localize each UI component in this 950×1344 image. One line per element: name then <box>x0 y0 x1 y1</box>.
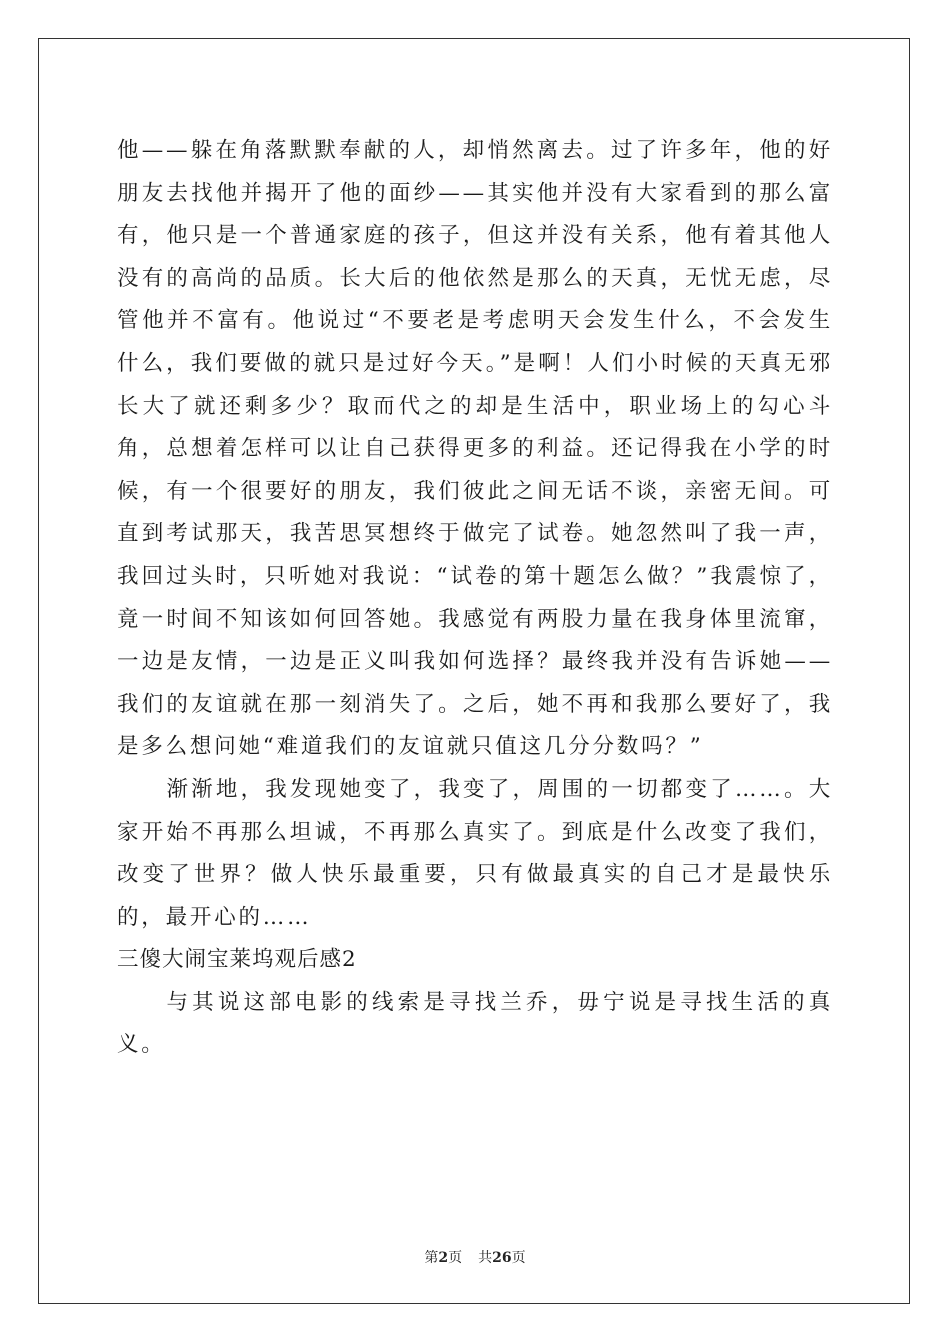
body-paragraph-1: 他——躲在角落默默奉献的人，却悄然离去。过了许多年，他的好朋友去找他并揭开了他的面纱——其实他并没有大家看到的那么富有，他只是一个普通家庭的孩子，但这并没有关系，他有着其他人没有的高尚的品质。长大后的他依然是那么的天真，无忧无虑，尽管他并不富有。他说过“不要老是考虑明天会发生什么，不会发生什么，我们要做的就只是过好今天。”是啊！人们小时候的天真无邪长大了就还剩多少？取而代之的却是生活中，职业场上的勾心斗角，总想着怎样可以让自己获得更多的利益。还记得我在小学的时候，有一个很要好的朋友，我们彼此之间无话不谈，亲密无间。可直到考试那天，我苦思冥想终于做完了试卷。她忽然叫了我一声，我回过头时，只听她对我说：“试卷的第十题怎么做？”我震惊了，竟一时间不知该如何回答她。我感觉有两股力量在我身体里流窜，一边是友情，一边是正义叫我如何选择？最终我并没有告诉她——我们的友谊就在那一刻消失了。之后，她不再和我那么要好了，我是多么想问她“难道我们的友谊就只值这几分分数吗？” <box>117 138 833 760</box>
page-number: 2 <box>438 1250 449 1266</box>
total-suffix: 页 <box>511 1250 526 1266</box>
page-footer <box>0 1247 950 1267</box>
total-pages: 26 <box>492 1250 512 1266</box>
total-prefix: 共 <box>478 1250 493 1266</box>
page-prefix: 第 <box>424 1250 439 1266</box>
document-body <box>117 130 833 1067</box>
section-title: 三傻大闹宝莱坞观后感2 <box>117 947 357 973</box>
closing-paragraph: 与其说这部电影的线索是寻找兰乔，毋宁说是寻找生活的真义。 <box>117 989 833 1058</box>
body-paragraph-2: 渐渐地，我发现她变了，我变了，周围的一切都变了……。大家开始不再那么坦诚，不再那么真实了。到底是什么改变了我们，改变了世界？做人快乐最重要，只有做最真实的自己才是最快乐的，最开心的…… <box>117 776 833 930</box>
page-suffix: 页 <box>448 1250 463 1266</box>
